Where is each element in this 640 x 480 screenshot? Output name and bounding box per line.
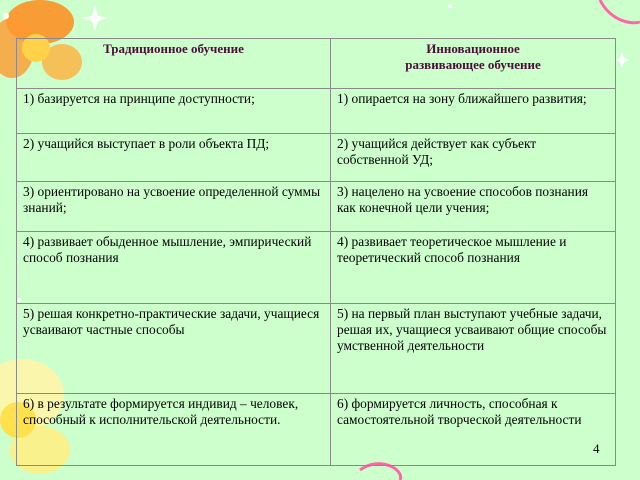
traditional-cell: 4) развивает обыденное мышление, эмпирический способ познания xyxy=(17,232,331,304)
table-header-row xyxy=(17,39,616,89)
innovative-cell: 4) развивает теоретическое мышление и теоретический способ познания xyxy=(331,232,616,304)
header-traditional: Традиционное обучение xyxy=(17,39,331,89)
table-row xyxy=(17,304,616,394)
innovative-cell: 1) опирается на зону ближайшего развития; xyxy=(331,89,616,134)
table-row xyxy=(17,134,616,182)
traditional-cell: 5) решая конкретно-практические задачи, учащиеся усваивают частные способы xyxy=(17,304,331,394)
table-row xyxy=(17,232,616,304)
table-row xyxy=(17,89,616,134)
table-row xyxy=(17,182,616,232)
innovative-cell: 2) учащийся действует как субъект собственной УД; xyxy=(331,134,616,182)
traditional-cell: 1) базируется на принципе доступности; xyxy=(17,89,331,134)
innovative-cell: 3) нацелено на усвоение способов познания как конечной цели учения; xyxy=(331,182,616,232)
header-innovative: Инновационное развивающее обучение xyxy=(331,39,616,89)
page-number: 4 xyxy=(593,441,600,456)
traditional-cell: 2) учащийся выступает в роли объекта ПД; xyxy=(17,134,331,182)
traditional-cell: 6) в результате формируется индивид – человек, способный к исполнительской деятельности. xyxy=(17,394,331,466)
innovative-cell: 5) на первый план выступают учебные задачи, решая их, учащиеся усваивают общие способы умственной деятельности xyxy=(331,304,616,394)
table-row xyxy=(17,394,616,466)
innovative-cell: 6) формируется личность, способная к самостоятельной творческой деятельности xyxy=(331,394,616,466)
comparison-table xyxy=(16,38,616,466)
traditional-cell: 3) ориентировано на усвоение определенной суммы знаний; xyxy=(17,182,331,232)
